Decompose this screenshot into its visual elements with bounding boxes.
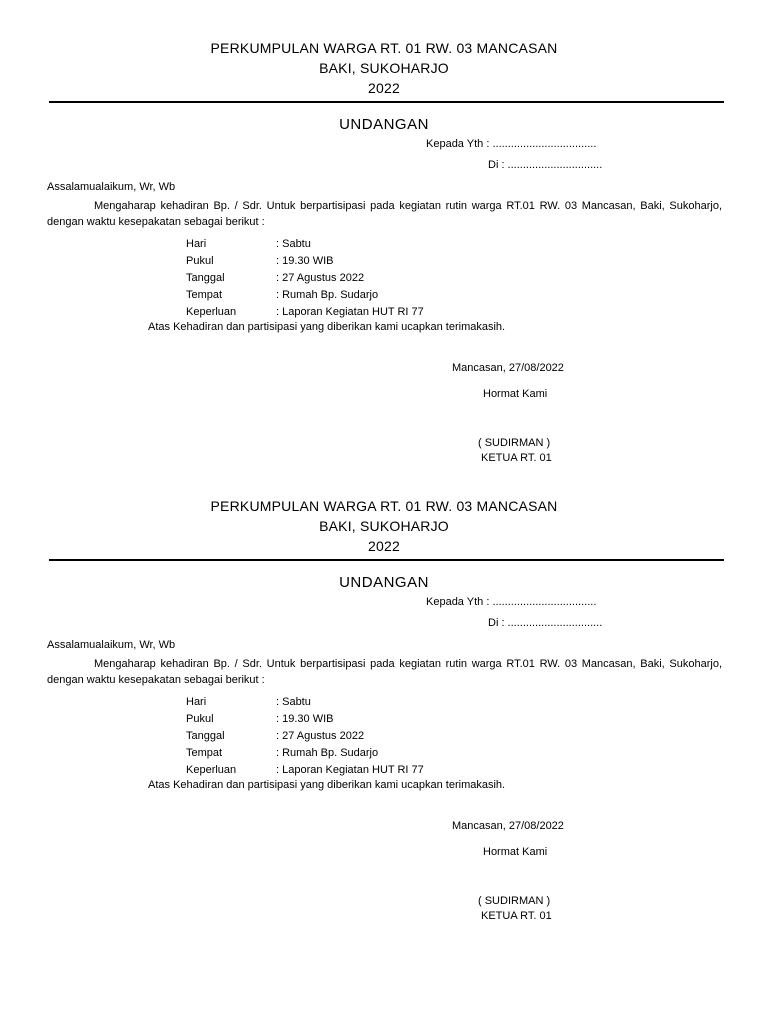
detail-row-date [186, 728, 424, 745]
place-date: Mancasan, 27/08/2022 [452, 362, 564, 374]
detail-label: Tanggal [186, 730, 225, 742]
header-divider [49, 559, 724, 561]
detail-label: Tanggal [186, 272, 225, 284]
recipient-line: Kepada Yth : .................................. [426, 596, 597, 608]
detail-row-time [186, 711, 424, 728]
event-details [186, 236, 424, 321]
detail-value: : 27 Agustus 2022 [276, 730, 365, 742]
closing-sentence: Atas Kehadiran dan partisipasi yang diberikan kami ucapkan terimakasih. [148, 779, 506, 791]
detail-label: Keperluan [186, 306, 237, 318]
detail-value: : 19.30 WIB [276, 713, 334, 725]
detail-row-place [186, 287, 424, 304]
organization-year: 2022 [368, 80, 400, 96]
detail-value: : Sabtu [276, 696, 311, 708]
organization-name: PERKUMPULAN WARGA RT. 01 RW. 03 MANCASAN [210, 40, 558, 56]
detail-value: : Laporan Kegiatan HUT RI 77 [276, 306, 424, 318]
closing-sentence: Atas Kehadiran dan partisipasi yang diberikan kami ucapkan terimakasih. [148, 321, 506, 333]
regards: Hormat Kami [483, 846, 548, 858]
detail-label: Tempat [186, 289, 223, 301]
body-paragraph: Mengaharap kehadiran Bp. / Sdr. Untuk berpartisipasi pada kegiatan rutin warga RT.01 RW. 03 Mancasan, Baki, Sukoharjo, dengan waktu kesepakatan sebagai berikut : [47, 658, 722, 686]
greeting: Assalamualaikum, Wr, Wb [47, 639, 176, 651]
detail-label: Hari [186, 238, 207, 250]
detail-label: Keperluan [186, 764, 237, 776]
body-paragraph: Mengaharap kehadiran Bp. / Sdr. Untuk berpartisipasi pada kegiatan rutin warga RT.01 RW. 03 Mancasan, Baki, Sukoharjo, dengan waktu kesepakatan sebagai berikut : [47, 200, 722, 228]
place-date: Mancasan, 27/08/2022 [452, 820, 564, 832]
event-details [186, 694, 424, 779]
detail-label: Pukul [186, 713, 214, 725]
letter-title: UNDANGAN [339, 574, 429, 591]
signer-title: KETUA RT. 01 [481, 910, 552, 922]
detail-label: Pukul [186, 255, 214, 267]
detail-value: : Sabtu [276, 238, 311, 250]
detail-row-date [186, 270, 424, 287]
recipient-place-line: Di : ............................... [488, 617, 603, 629]
signer-name: ( SUDIRMAN ) [478, 437, 551, 449]
header-divider [49, 101, 724, 103]
recipient-place-line: Di : ............................... [488, 159, 603, 171]
signer-name: ( SUDIRMAN ) [478, 895, 551, 907]
detail-row-purpose [186, 762, 424, 779]
detail-value: : 27 Agustus 2022 [276, 272, 365, 284]
detail-label: Tempat [186, 747, 223, 759]
organization-location: BAKI, SUKOHARJO [319, 60, 449, 76]
detail-row-day [186, 236, 424, 253]
organization-location: BAKI, SUKOHARJO [319, 518, 449, 534]
detail-row-time [186, 253, 424, 270]
detail-value: : Rumah Bp. Sudarjo [276, 289, 379, 301]
detail-value: : 19.30 WIB [276, 255, 334, 267]
detail-value: : Rumah Bp. Sudarjo [276, 747, 379, 759]
recipient-line: Kepada Yth : .................................. [426, 138, 597, 150]
organization-name: PERKUMPULAN WARGA RT. 01 RW. 03 MANCASAN [210, 498, 558, 514]
detail-label: Hari [186, 696, 207, 708]
signer-title: KETUA RT. 01 [481, 452, 552, 464]
invitation-letter-2 [0, 458, 768, 922]
detail-row-day [186, 694, 424, 711]
detail-value: : Laporan Kegiatan HUT RI 77 [276, 764, 424, 776]
detail-row-place [186, 745, 424, 762]
organization-year: 2022 [368, 538, 400, 554]
invitation-letter-1 [0, 0, 768, 464]
regards: Hormat Kami [483, 388, 548, 400]
detail-row-purpose [186, 304, 424, 321]
greeting: Assalamualaikum, Wr, Wb [47, 181, 176, 193]
letter-title: UNDANGAN [339, 116, 429, 133]
